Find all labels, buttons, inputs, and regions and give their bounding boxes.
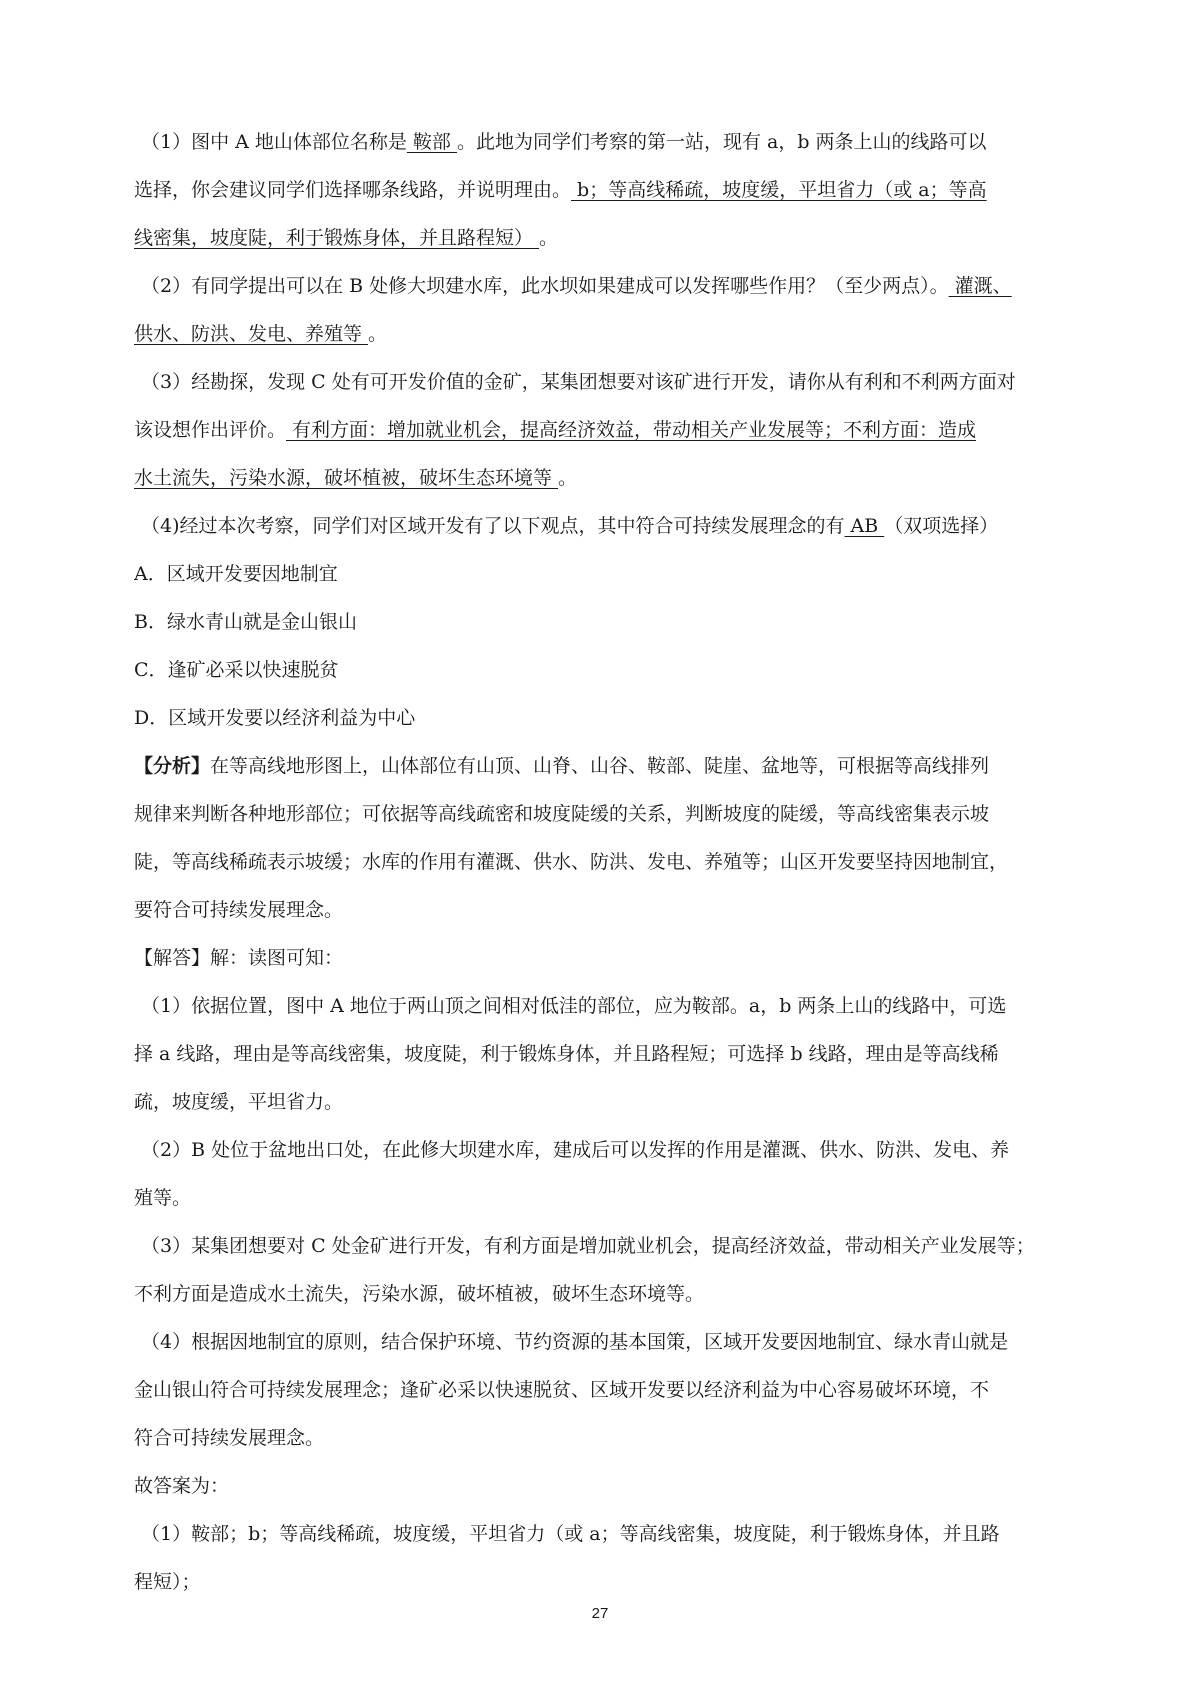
q3-answer-text: 有利方面：增加就业机会，提高经济效益，带动相关产业发展等；不利方面：造成: [286, 419, 977, 441]
q4-line-1: （4)经过本次考察，同学们对区域开发有了以下观点，其中符合可持续发展理念的有 AB （双项选择）: [141, 515, 999, 537]
q3-line-1: （3）经勘探，发现 C 处有可开发价值的金矿，某集团想要对该矿进行开发，请你从有利和不利两方面对: [141, 371, 1016, 393]
answer-label: 故答案为：: [134, 1475, 230, 1497]
analysis-line-3: 陡，等高线稀疏表示坡缓；水库的作用有灌溉、供水、防洪、发电、养殖等；山区开发要坚持因地制宜，: [134, 851, 1009, 873]
solution-p4-line-1: （4）根据因地制宜的原则，结合保护环境、节约资源的基本国策，区域开发要因地制宜、绿水青山就是: [141, 1331, 1009, 1353]
question-3: [134, 358, 1089, 502]
q1-answer-text: b；等高线稀疏，坡度缓，平坦省力（或 a；等高: [571, 179, 987, 201]
q4-option-b: B．绿水青山就是金山银山: [134, 611, 357, 633]
solution-p2-line-1: （2）B 处位于盆地出口处，在此修大坝建水库，建成后可以发挥的作用是灌溉、供水、防洪、发电、养: [141, 1139, 1010, 1161]
q4-option-c: C．逢矿必采以快速脱贫: [134, 659, 339, 681]
solution-p1-line-2: 择 a 线路，理由是等高线密集，坡度陡，利于锻炼身体，并且路程短；可选择 b 线路，理由是等高线稀: [134, 1043, 999, 1065]
q4-option-d: D．区域开发要以经济利益为中心: [134, 707, 416, 729]
answer-1-line-1: （1）鞍部；b；等高线稀疏，坡度缓，平坦省力（或 a；等高线密集，坡度陡，利于锻炼身体，并且路: [141, 1523, 1000, 1545]
q1-line-1: （1）图中 A 地山体部位名称是 鞍部 。此地为同学们考察的第一站，现有 a，b 两条上山的线路可以: [141, 131, 987, 153]
question-1: [134, 118, 1089, 262]
q1-answer-text-cont: 线密集，坡度陡，利于锻炼身体，并且路程短）: [134, 227, 540, 249]
analysis-label: 【分析】: [134, 755, 211, 777]
q4-answer-blank: AB: [844, 515, 885, 537]
q4-option-a: A．区域开发要因地制宜: [134, 563, 338, 585]
question-2: [134, 262, 1089, 358]
q3-line-3: 水土流失，污染水源，破坏植被，破坏生态环境等 。: [134, 467, 578, 489]
q2-answer-text: 灌溉、: [948, 275, 1012, 297]
analysis-line-4: 要符合可持续发展理念。: [134, 899, 344, 921]
analysis-section: [134, 742, 1089, 934]
q1-line-3: 线密集，坡度陡，利于锻炼身体，并且路程短） 。: [134, 227, 559, 249]
solution-section: [134, 934, 1089, 1606]
solution-p3-line-2: 不利方面是造成水土流失，污染水源，破坏植被，破坏生态环境等。: [134, 1283, 705, 1305]
q1-line-2: 选择，你会建议同学们选择哪条线路，并说明理由。 b；等高线稀疏，坡度缓，平坦省力（或 a；等高: [134, 179, 987, 201]
q2-answer-text-cont: 供水、防洪、发电、养殖等: [134, 323, 369, 345]
page-content: [134, 118, 1089, 1606]
q3-answer-text-cont: 水土流失，污染水源，破坏植被，破坏生态环境等: [134, 467, 559, 489]
solution-p4-line-3: 符合可持续发展理念。: [134, 1427, 325, 1449]
analysis-line-2: 规律来判断各种地形部位；可依据等高线疏密和坡度陡缓的关系，判断坡度的陡缓，等高线密集表示坡: [134, 803, 990, 825]
solution-p1-line-1: （1）依据位置，图中 A 地位于两山顶之间相对低洼的部位，应为鞍部。a，b 两条上山的线路中，可选: [141, 995, 1007, 1017]
solution-p2-line-2: 殖等。: [134, 1187, 192, 1209]
answer-1-line-2: 程短）；: [134, 1571, 201, 1593]
solution-intro: 【解答】解：读图可知：: [134, 947, 344, 969]
solution-p1-line-3: 疏，坡度缓，平坦省力。: [134, 1091, 344, 1113]
q1-answer-blank: 鞍部: [406, 131, 457, 153]
solution-label: 【解答】: [134, 947, 211, 969]
page-number: 27: [591, 1605, 609, 1622]
q3-line-2: 该设想作出评价。 有利方面：增加就业机会，提高经济效益，带动相关产业发展等；不利方面：造成: [134, 419, 977, 441]
analysis-line-1: 【分析】在等高线地形图上，山体部位有山顶、山脊、山谷、鞍部、陡崖、盆地等，可根据等高线排列: [134, 755, 990, 777]
solution-p3-line-1: （3）某集团想要对 C 处金矿进行开发，有利方面是增加就业机会，提高经济效益，带动相关产业发展等；: [141, 1235, 1035, 1257]
question-4: [134, 502, 1089, 742]
solution-p4-line-2: 金山银山符合可持续发展理念；逢矿必采以快速脱贫、区域开发要以经济利益为中心容易破坏环境，不: [134, 1379, 990, 1401]
q2-line-2: 供水、防洪、发电、养殖等 。: [134, 323, 388, 345]
q2-line-1: （2）有同学提出可以在 B 处修大坝建水库，此水坝如果建成可以发挥哪些作用？（至少两点）。 灌溉、: [141, 275, 1012, 297]
